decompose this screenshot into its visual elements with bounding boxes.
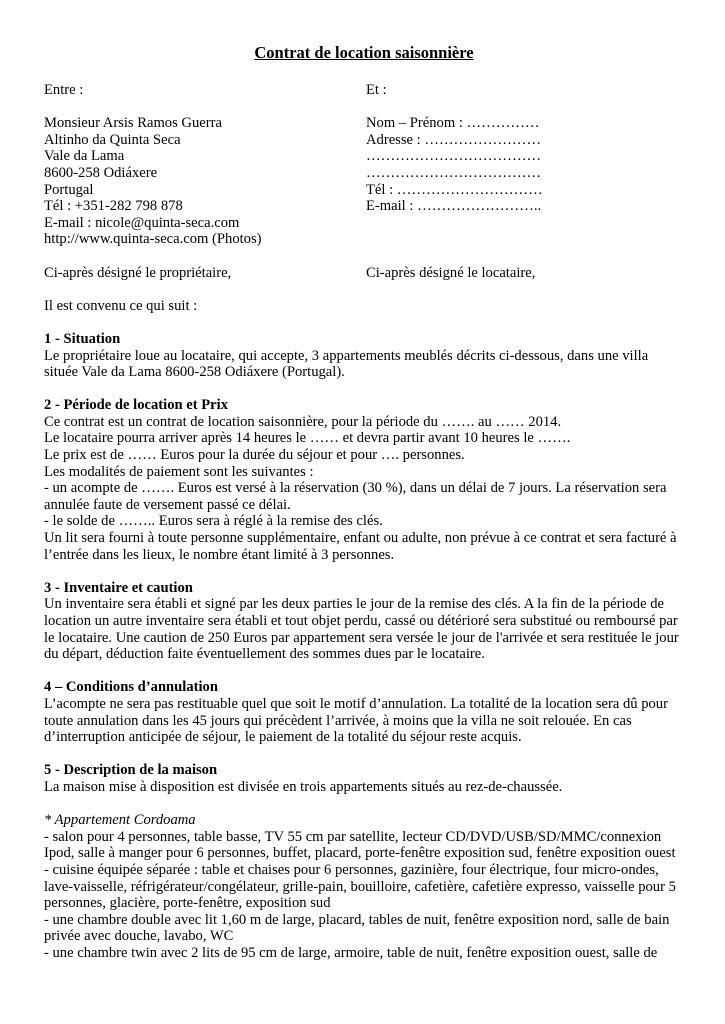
- section-line: du départ, déduction faite éventuellement des sommes dues par le locataire.: [44, 646, 485, 663]
- apartment-line: privée avec douche, lavabo, WC: [44, 928, 234, 945]
- section-line: Le locataire pourra arriver après 14 heures le …… et devra partir avant 10 heures le …….: [44, 430, 571, 447]
- apartment-line: lave-vaisselle, réfrigérateur/congélateur, grille-pain, bouilloire, cafetière, cafetière expresso, vaisselle pour 5: [44, 878, 676, 895]
- section-heading: 1 - Situation: [44, 330, 121, 347]
- section-heading: 5 - Description de la maison: [44, 762, 218, 779]
- tenant-address-field: Adresse : ……………………: [366, 131, 542, 148]
- section-line: le locataire. Une caution de 250 Euros par appartement sera versée le jour de l'arrivée et sera restituée le jour: [44, 629, 679, 646]
- section-line: - le solde de …….. Euros sera à réglé à la remise des clés.: [44, 513, 383, 530]
- apartment-title: * Appartement Cordoama: [44, 812, 196, 829]
- owner-designation: Ci-après désigné le propriétaire,: [44, 264, 232, 281]
- owner-line: 8600-258 Odiáxere: [44, 164, 158, 181]
- section-line: située Vale da Lama 8600-258 Odiáxere (Portugal).: [44, 364, 345, 381]
- section-line: toute annulation dans les 45 jours qui précèdent l’arrivée, à moins que la villa ne soit relouée. En cas: [44, 712, 632, 729]
- apartment-line: Ipod, salle à manger pour 6 personnes, buffet, placard, porte-fenêtre exposition sud, fenêtre exposition ouest: [44, 845, 676, 862]
- section-line: Le prix est de …… Euros pour la durée du séjour et pour …. personnes.: [44, 447, 465, 464]
- owner-line: Monsieur Arsis Ramos Guerra: [44, 115, 222, 132]
- section-line: L’acompte ne sera pas restituable quel que soit le motif d’annulation. La totalité de la location sera dû pour: [44, 695, 668, 712]
- section-heading: 3 - Inventaire et caution: [44, 579, 193, 596]
- section-heading: 2 - Période de location et Prix: [44, 397, 228, 414]
- owner-phone: Tél : +351-282 798 878: [44, 198, 183, 215]
- tenant-email-field: E-mail : ……………………..: [366, 198, 542, 215]
- tenant-address-field: ………………………………: [366, 148, 542, 165]
- apartment-cordoama: [44, 812, 684, 961]
- section-line: Un inventaire sera établi et signé par les deux parties le jour de la remise des clés. A la fin de la période de: [44, 596, 665, 613]
- tenant-column: [366, 82, 684, 281]
- apartment-line: - une chambre twin avec 2 lits de 95 cm de large, armoire, table de nuit, fenêtre exposition ouest, salle de: [44, 944, 658, 961]
- section-line: Le propriétaire loue au locataire, qui accepte, 3 appartements meublés décrits ci-dessous, dans une villa: [44, 347, 649, 364]
- section-line: Les modalités de paiement sont les suivantes :: [44, 463, 314, 480]
- parties-block: [44, 82, 684, 281]
- tenant-designation: Ci-après désigné le locataire,: [366, 264, 536, 281]
- owner-line: Portugal: [44, 181, 94, 198]
- section-house-description: [44, 762, 684, 795]
- owner-column: [44, 82, 366, 281]
- owner-email: E-mail : nicole@quinta-seca.com: [44, 214, 240, 231]
- section-line: annulée faute de versement passé ce délai.: [44, 496, 291, 513]
- section-line: location un autre inventaire sera établi et tout objet perdu, cassé ou détérioré sera substitué ou remboursé par: [44, 613, 678, 629]
- section-line: - un acompte de ……. Euros est versé à la réservation (30 %), dans un délai de 7 jours. La réservation sera: [44, 480, 667, 497]
- tenant-name-field: Nom – Prénom : ……………: [366, 115, 540, 132]
- tenant-phone-field: Tél : …………………………: [366, 181, 543, 198]
- apartment-line: - une chambre double avec lit 1,60 m de large, placard, tables de nuit, fenêtre exposition nord, salle de bain: [44, 911, 670, 928]
- section-situation: [44, 331, 684, 381]
- owner-label: Entre :: [44, 82, 84, 98]
- owner-website: http://www.quinta-seca.com (Photos): [44, 231, 262, 248]
- section-heading: 4 – Conditions d’annulation: [44, 679, 218, 696]
- tenant-address-field: ………………………………: [366, 164, 542, 181]
- apartment-line: personnes, glacière, porte-fenêtre, exposition sud: [44, 895, 331, 912]
- owner-line: Altinho da Quinta Seca: [44, 131, 181, 148]
- document-page: [44, 44, 684, 961]
- intro-text: Il est convenu ce qui suit :: [44, 297, 198, 314]
- section-cancellation: [44, 679, 684, 745]
- section-line: Ce contrat est un contrat de location saisonnière, pour la période du ……. au …… 2014.: [44, 413, 562, 430]
- tenant-label: Et :: [366, 82, 387, 98]
- section-line: d’interruption anticipée de séjour, le paiement de la totalité du séjour reste acquis.: [44, 729, 522, 746]
- section-line: l’entrée dans les lieux, le nombre étant limité à 3 personnes.: [44, 546, 395, 563]
- apartment-line: - salon pour 4 personnes, table basse, TV 55 cm par satellite, lecteur CD/DVD/USB/SD/MMC/connexion: [44, 828, 662, 845]
- section-line: La maison mise à disposition est divisée en trois appartements situés au rez-de-chaussée.: [44, 778, 563, 795]
- section-line: Un lit sera fourni à toute personne supplémentaire, enfant ou adulte, non prévue à ce contrat et sera facturé à: [44, 530, 677, 547]
- section-period-price: [44, 397, 684, 563]
- section-inventory-deposit: [44, 580, 684, 663]
- owner-line: Vale da Lama: [44, 148, 125, 165]
- page-title: Contrat de location saisonnière: [254, 43, 474, 62]
- apartment-line: - cuisine équipée séparée : table et chaises pour 6 personnes, gazinière, four électrique, four micro-ondes,: [44, 861, 659, 878]
